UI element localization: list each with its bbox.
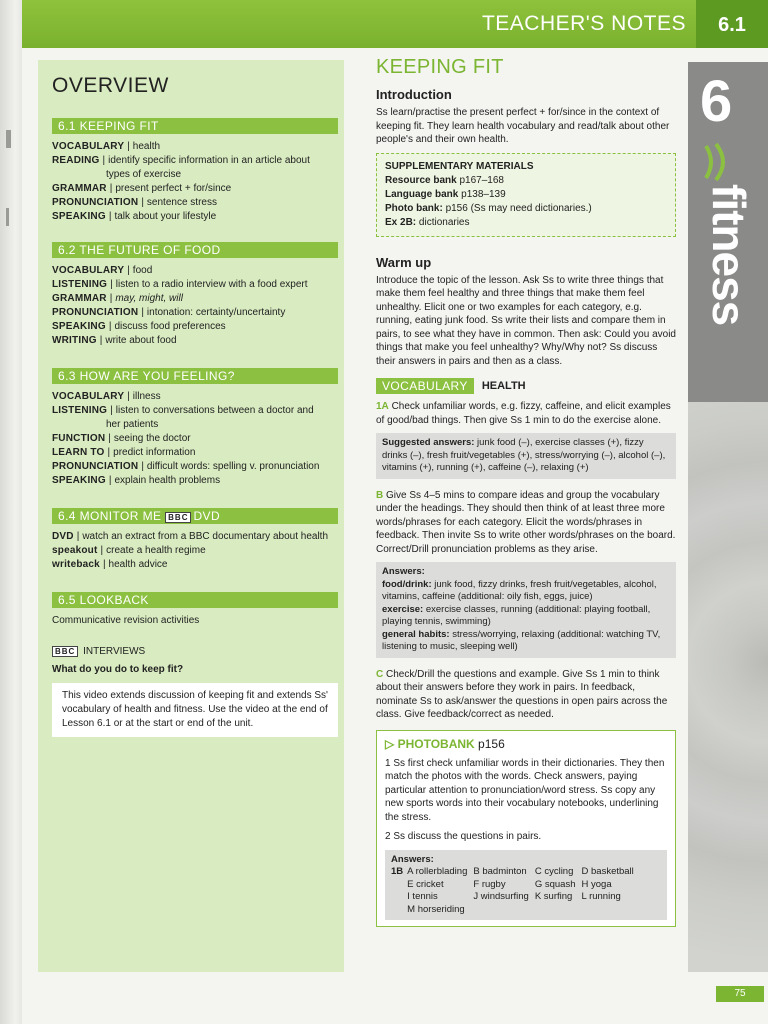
section-heading: 6.5 LOOKBACK <box>52 592 338 608</box>
supplementary-materials-box <box>376 153 676 237</box>
photobank-box <box>376 730 676 928</box>
spine-mark <box>6 130 11 148</box>
section-6-4 <box>52 508 338 572</box>
sound-waves-icon <box>698 142 758 182</box>
photobank-answers: Answers: 1B A rollerblading B badminton C cycling D basketball E cricket F rugby G squash H yoga I tennis J windsurfing K surfing L running M horseriding <box>385 850 667 921</box>
overview-row: PRONUNCIATION | sentence stress <box>52 197 217 208</box>
section-6-3 <box>52 368 338 488</box>
photobank-step-1: 1 Ss first check unfamiliar words in their dictionaries. They then match the photos with the words. Check answers, paying particular attention to pronunciation/word stress. Ss copy any new sports words into their vocabulary notebooks, underlining the stress. <box>385 757 665 823</box>
exercise-1a: 1A Check unfamiliar words, e.g. fizzy, caffeine, and elicit examples of good/bad things. Then give Ss 1 min to do the exercise alone. <box>376 401 671 426</box>
overview-row: SPEAKING | explain health problems <box>52 475 221 486</box>
overview-row: VOCABULARY | health <box>52 141 161 152</box>
vocabulary-header <box>376 378 676 394</box>
overview-row: LISTENING | listen to conversations between a doctor and her patients <box>52 405 314 430</box>
section-heading: 6.1 KEEPING FIT <box>52 118 338 134</box>
overview-row: PRONUNCIATION | difficult words: spelling v. pronunciation <box>52 461 320 472</box>
section-heading: 6.2 THE FUTURE OF FOOD <box>52 242 338 258</box>
supp-row: Resource bank p167–168 <box>385 174 504 186</box>
unit-word: fitness <box>703 184 755 326</box>
main-column <box>376 56 676 927</box>
dvd-label: DVD <box>193 509 221 523</box>
overview-row: FUNCTION | seeing the doctor <box>52 433 191 444</box>
video-description: This video extends discussion of keeping fit and extends Ss' vocabulary of health and fitness. Use the video at the end of Lesson 6.1 or at the start or end of the unit. <box>52 683 338 737</box>
unit-sidebar <box>688 62 768 972</box>
overview-row: Communicative revision activities <box>52 615 200 626</box>
warmup-heading: Warm up <box>376 254 432 270</box>
header-title: TEACHER'S NOTES <box>481 12 686 35</box>
supp-title: SUPPLEMENTARY MATERIALS <box>385 160 534 172</box>
overview-row: VOCABULARY | food <box>52 265 153 276</box>
overview-row: READING | identify specific information in an article about types of exercise <box>52 155 310 180</box>
video-question: What do you do to keep fit? <box>52 664 184 675</box>
supp-row: Photo bank: p156 (Ss may need dictionaries.) <box>385 202 592 214</box>
interviews-line: BBC INTERVIEWS <box>52 646 338 657</box>
section-6-5 <box>52 592 338 628</box>
unit-number: 6 <box>700 69 733 134</box>
overview-row: WRITING | write about food <box>52 335 177 346</box>
photobank-step-2: 2 Ss discuss the questions in pairs. <box>385 831 542 842</box>
photobank-header: ▷ PHOTOBANK p156 <box>385 736 505 751</box>
vocabulary-title: HEALTH <box>481 380 526 392</box>
intro-heading: Introduction <box>376 87 452 102</box>
overview-row: GRAMMAR | may, might, will <box>52 293 183 304</box>
warmup-text: Introduce the topic of the lesson. Ask Ss to write three things that make them feel healthy and three things that make them feel unhealthy. Elicit one or two examples for each category, e.g. running, eating junk food. Ss write their lists and compare them in pairs, to see what they have in common. Then ask: Could you avoid things that make you feel unhealthy? Why/Why not? Ss discuss their answers in pairs and then as a class. <box>376 274 676 367</box>
bbc-logo-icon: BBC <box>52 646 78 657</box>
exercise-b: B Give Ss 4–5 mins to compare ideas and group the vocabulary under the headings. They should then think of at least three more words/phrases for each category. Elicit the words/phrases in feedback. Then invite Ss to write other words/phrases on the board. Correct/Drill pronunciation problems as they arise. <box>376 489 676 555</box>
answers-box: Suggested answers: junk food (–), exercise classes (+), fizzy drinks (–), fresh fruit/vegetables (+), stress/worrying (–), alcohol (–), vitamins (+), running (+), caffeine (–), relaxing (+) <box>376 433 676 479</box>
overview-panel <box>38 60 344 972</box>
overview-row: VOCABULARY | illness <box>52 391 161 402</box>
vocabulary-tag: VOCABULARY <box>376 378 474 394</box>
header-bar <box>22 0 768 48</box>
overview-row: LISTENING | listen to a radio interview with a food expert <box>52 279 308 290</box>
overview-title: OVERVIEW <box>52 74 169 97</box>
overview-row: writeback | health advice <box>52 559 168 570</box>
spine-mark <box>6 208 9 226</box>
book-spine <box>0 0 22 1024</box>
answers-box: Answers: food/drink: junk food, fizzy drinks, fresh fruit/vegetables, alcohol, vitamins, caffeine (additional: oily fish, eggs, juice) exercise: exercise classes, running (additional: playing football, playing tennis, swimming) general habits: stress/worrying, relaxing (additional: watching TV, listening to music, sleeping well) <box>376 562 676 658</box>
intro-text: Ss learn/practise the present perfect + for/since in the context of keeping fit. They learn health vocabulary and read/talk about other people's and their own health. <box>376 107 670 145</box>
overview-row: SPEAKING | talk about your lifestyle <box>52 211 217 222</box>
lesson-title: KEEPING FIT <box>376 56 504 78</box>
section-heading: 6.4 MONITOR ME BBC DVD <box>52 508 338 524</box>
overview-row: speakout | create a health regime <box>52 545 206 556</box>
supp-row: Language bank p138–139 <box>385 188 506 200</box>
overview-row: PRONUNCIATION | intonation: certainty/uncertainty <box>52 307 286 318</box>
page-number: 75 <box>716 986 764 1002</box>
bbc-logo-icon: BBC <box>165 512 191 523</box>
unit-tab <box>688 62 768 402</box>
section-heading: 6.3 HOW ARE YOU FEELING? <box>52 368 338 384</box>
overview-row: DVD | watch an extract from a BBC documentary about health <box>52 531 329 542</box>
unit-number-badge: 6.1 <box>696 0 768 48</box>
exercise-c: C Check/Drill the questions and example. Give Ss 1 min to think about their answers before they work in pairs. In feedback, nominate Ss to ask/answer the questions in open pairs across the class. Give feedback/correct as needed. <box>376 668 668 720</box>
section-6-1 <box>52 118 338 224</box>
overview-row: LEARN TO | predict information <box>52 447 196 458</box>
overview-row: SPEAKING | discuss food preferences <box>52 321 226 332</box>
overview-row: GRAMMAR | present perfect + for/since <box>52 183 232 194</box>
supp-row: Ex 2B: dictionaries <box>385 216 470 228</box>
play-triangle-icon: ▷ <box>385 736 395 751</box>
section-6-2 <box>52 242 338 348</box>
